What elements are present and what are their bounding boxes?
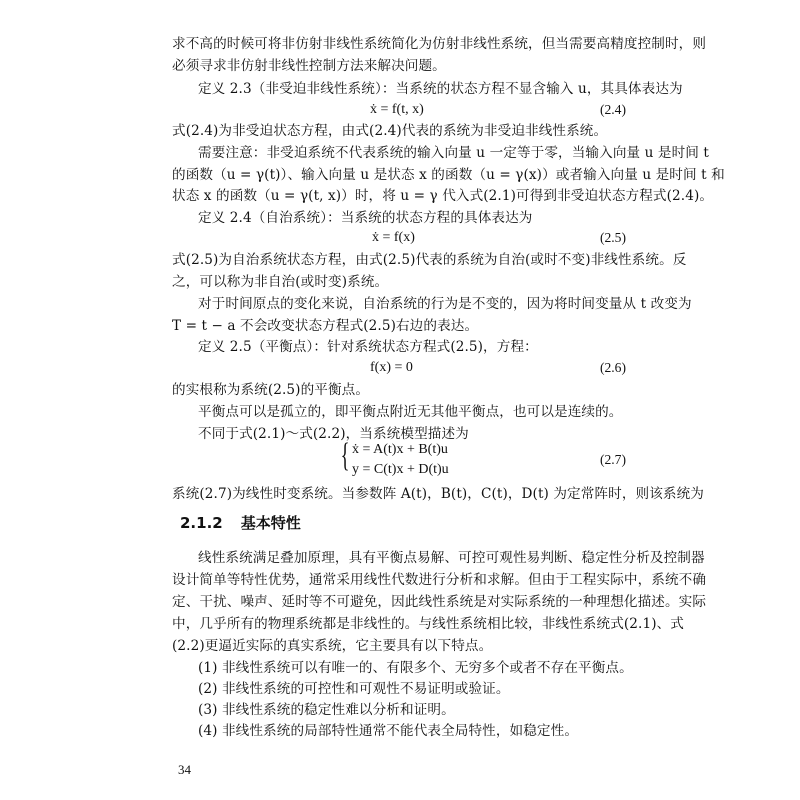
text-line: 的函数（u = γ(t)）、输入向量 u 是状态 x 的函数（u = γ(x)）或者输入向量 u 是时间 t 和 bbox=[172, 167, 725, 183]
text-line: 之，可以称为非自治(或时变)系统。 bbox=[172, 274, 389, 290]
page-number: 34 bbox=[178, 762, 191, 777]
text-line: T = t − a 不会改变状态方程式(2.5)右边的表达。 bbox=[172, 318, 479, 334]
text-line: 状态 x 的函数（u = γ(t, x)）时，将 u = γ 代入式(2.1)可得到非受迫状态方程式(2.4)。 bbox=[172, 188, 714, 204]
text-line: (2.2)更逼近实际的真实系统，它主要具有以下特点。 bbox=[172, 638, 493, 654]
section-title: 基本特性 bbox=[240, 514, 301, 532]
equation-number: (2.6) bbox=[599, 360, 626, 375]
definition-2-5: 定义 2.5（平衡点）：针对系统状态方程式(2.5)，方程： bbox=[198, 339, 538, 355]
definition-2-4: 定义 2.4（自治系统）：当系统的状态方程的具体表达为 bbox=[198, 210, 533, 226]
equation-number: (2.5) bbox=[599, 230, 626, 245]
definition-2-3: 定义 2.3（非受迫非线性系统）：当系统的状态方程不显含输入 u，其具体表达为 bbox=[198, 81, 683, 97]
text-line: 的实根称为系统(2.5)的平衡点。 bbox=[172, 382, 370, 398]
equation-2-5: ẋ = f(x) bbox=[372, 230, 415, 245]
equation-2-7-output: y = C(t)x + D(t)u bbox=[352, 462, 449, 477]
text-line: 系统(2.7)为线性时变系统。当参数阵 A(t)，B(t)，C(t)，D(t) 为定常阵时，则该系统为 bbox=[172, 486, 704, 502]
list-item: (2) 非线性系统的可控性和可观性不易证明或验证。 bbox=[198, 681, 510, 697]
section-number: 2.1.2 bbox=[180, 514, 223, 532]
equation-number: (2.4) bbox=[599, 102, 626, 117]
equation-2-6: f(x) = 0 bbox=[370, 360, 413, 375]
text-line: 平衡点可以是孤立的，即平衡点附近无其他平衡点，也可以是连续的。 bbox=[198, 404, 623, 420]
text-line: 不同于式(2.1)～式(2.2)，当系统模型描述为 bbox=[198, 426, 469, 442]
list-item: (3) 非线性系统的稳定性难以分析和证明。 bbox=[198, 702, 455, 718]
text-line: 式(2.4)为非受迫状态方程，由式(2.4)代表的系统为非受迫非线性系统。 bbox=[172, 123, 608, 139]
equation-number: (2.7) bbox=[599, 452, 626, 467]
section-heading bbox=[180, 512, 319, 534]
text-line: 设计简单等特性优势，通常采用线性代数进行分析和求解。但由于工程实际中，系统不确 bbox=[172, 572, 707, 588]
list-item: (4) 非线性系统的局部特性通常不能代表全局特性，如稳定性。 bbox=[198, 723, 579, 739]
text-line: 定、干扰、噪声、延时等不可避免，因此线性系统是对实际系统的一种理想化描述。实际 bbox=[172, 594, 707, 610]
text-line: 线性系统满足叠加原理，具有平衡点易解、可控可观性易判断、稳定性分析及控制器 bbox=[198, 550, 705, 566]
text-line: 中，几乎所有的物理系统都是非线性的。与线性系统相比较，非线性系统式(2.1)、式 bbox=[172, 616, 685, 632]
text-line: 需要注意：非受迫系统不代表系统的输入向量 u 一定等于零，当输入向量 u 是时间 t bbox=[198, 145, 709, 161]
text-line: 求不高的时候可将非仿射非线性系统简化为仿射非线性系统，但当需要高精度控制时，则 bbox=[172, 36, 707, 52]
text-line: 必须寻求非仿射非线性控制方法来解决问题。 bbox=[172, 58, 446, 74]
text-line: 对于时间原点的变化来说，自治系统的行为是不变的，因为将时间变量从 t 改变为 bbox=[198, 296, 692, 312]
equation-brace: { bbox=[340, 437, 350, 474]
equation-2-7-state: ẋ = A(t)x + B(t)u bbox=[352, 442, 448, 457]
equation-2-4: ẋ = f(t, x) bbox=[370, 102, 424, 117]
text-line: 式(2.5)为自治系统状态方程，由式(2.5)代表的系统为自治(或时不变)非线性系统。反 bbox=[172, 252, 687, 268]
list-item: (1) 非线性系统可以有唯一的、有限多个、无穷多个或者不存在平衡点。 bbox=[198, 660, 633, 676]
